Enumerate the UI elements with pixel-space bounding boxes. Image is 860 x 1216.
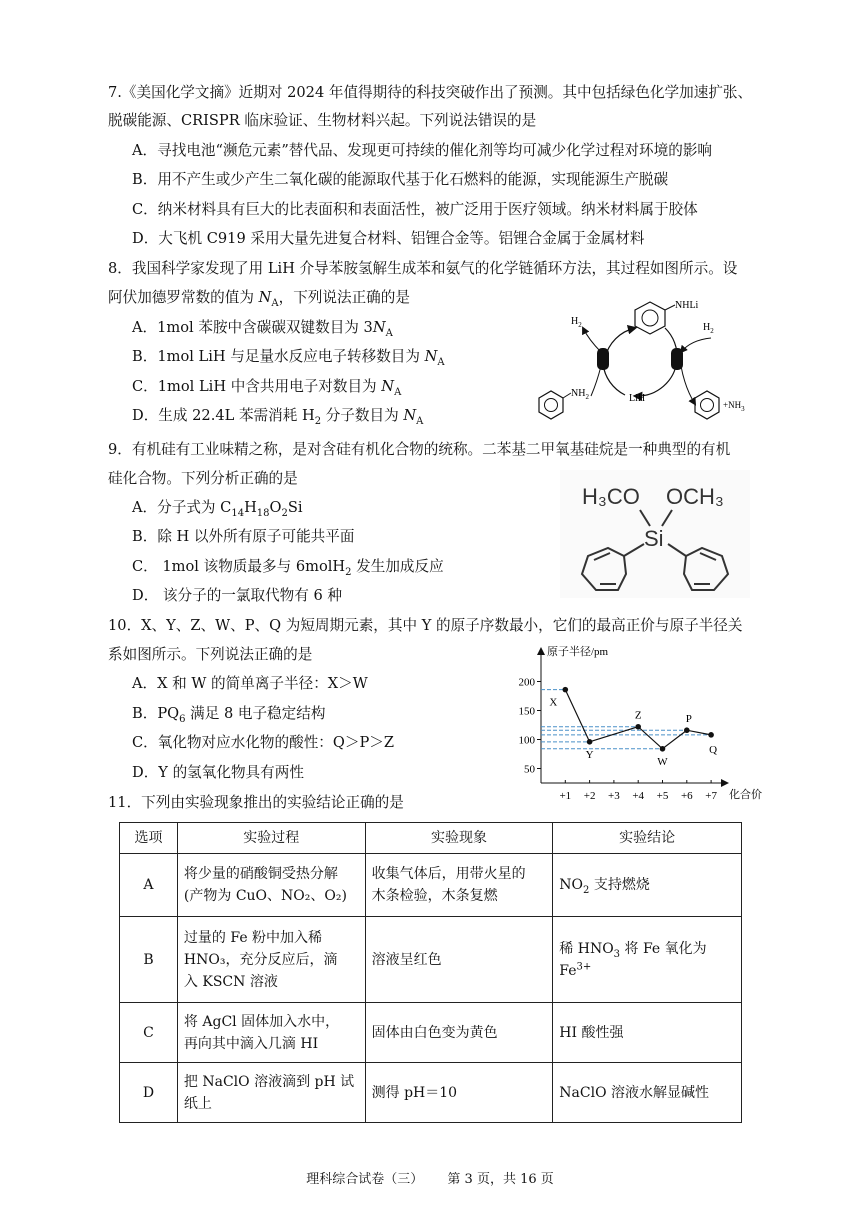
q7-stem-line2: 脱碳能源、CRISPR 临床验证、生物材料兴起。下列说法错误的是 (108, 112, 537, 129)
q9-option-b: B．除 H 以外所有原子可能共平面 (132, 528, 355, 545)
row-phenomenon: 溶液呈红色 (365, 917, 553, 1003)
point-label: Q (709, 743, 718, 756)
q11-stem: 11．下列由实验现象推出的实验结论正确的是 (108, 794, 404, 811)
q9-stem-line1: 9．有机硅有工业味精之称，是对含硅有机化合物的统称。二苯基二甲氧基硅烷是一种典型的有机 (108, 441, 731, 458)
data-point (660, 746, 666, 752)
x-axis-label: 化合价 (729, 789, 762, 801)
y-tick-label: 50 (524, 763, 535, 776)
data-point (563, 687, 569, 693)
svg-text:H2: $H_2$ (703, 322, 714, 335)
header-option: 选项 (120, 823, 178, 854)
svg-text:H2: $H_2$ (571, 316, 582, 329)
row-option: A (120, 854, 178, 917)
reactor-left-icon (597, 348, 609, 370)
x-tick-label: +4 (632, 790, 645, 802)
row-option: B (120, 917, 178, 1003)
header-phenomenon: 实验现象 (365, 823, 553, 854)
x-tick-label: +7 (705, 790, 717, 802)
q10-stem-line1: 10．X、Y、Z、W、P、Q 为短周期元素，其中 Y 的原子序数最小，它们的最高正价与原子半径关 (108, 617, 743, 634)
row-conclusion: $NO_2$ 支持燃烧 (553, 854, 742, 917)
och3-label: OCH₃ (666, 484, 724, 509)
q8-stem-line2: 阿伏加德罗常数的值为 $N_A$，下列说法正确的是 (108, 289, 410, 309)
q10-option-a: A．X 和 W 的简单离子半径：X＞W (132, 675, 368, 692)
q8-option-c: C．1mol LiH 中含共用电子对数目为 $N_A$ (132, 378, 402, 398)
data-point (708, 732, 714, 738)
page-footer (0, 1168, 860, 1187)
experiment-table (119, 822, 742, 1123)
q8-option-a: A．1mol 苯胺中含碳碳双键数目为 $3N_A$ (132, 319, 393, 339)
q7-option-b: B．用不产生或少产生二氧化碳的能源取代基于化石燃料的能源，实现能源生产脱碳 (132, 171, 669, 188)
h3co-label: H₃CO (582, 484, 640, 509)
nhli-benzene-icon (635, 302, 675, 334)
row-option: D (120, 1063, 178, 1123)
row-procedure: 将少量的硝酸铜受热分解 (产物为 CuO、NO₂、O₂) (177, 854, 365, 917)
q9-structure-diagram (560, 470, 750, 598)
data-point (684, 727, 690, 733)
table-row (120, 1003, 742, 1063)
h2-right-label: H (703, 322, 711, 333)
si-label: Si (644, 526, 664, 551)
point-label: Z (634, 709, 642, 722)
benzene-product-icon (695, 391, 719, 419)
point-label: P (685, 713, 692, 726)
header-conclusion: 实验结论 (553, 823, 742, 854)
point-label: W (657, 755, 668, 768)
q7-option-d: D．大飞机 C919 采用大量先进复合材料、铝锂合金等。铝锂合金属于金属材料 (132, 230, 645, 247)
row-procedure: 过量的 Fe 粉中加入稀 HNO₃，充分反应后，滴 入 KSCN 溶液 (177, 917, 365, 1003)
table-row (120, 1063, 742, 1123)
data-point (635, 724, 641, 730)
x-tick-label: +6 (680, 790, 693, 802)
svg-text:NH2: $NH_2$ (571, 388, 589, 401)
q10-stem-line2: 系如图所示。下列说法正确的是 (108, 646, 313, 663)
row-option: C (120, 1003, 178, 1063)
x-tick-label: +5 (656, 790, 669, 802)
reactor-right-icon (671, 348, 683, 370)
q9-option-c: C． 1mol 该物质最多与 6molH$_2$ 发生加成反应 (132, 558, 444, 578)
row-conclusion: HI 酸性强 (553, 1003, 742, 1063)
footer-title: 理科综合试卷（三） (306, 1172, 424, 1187)
aniline-benzene-icon (539, 391, 571, 419)
row-phenomenon: 收集气体后，用带火星的 木条检验，木条复燃 (365, 854, 553, 917)
q9-stem-line2: 硅化合物。下列分析正确的是 (108, 470, 298, 487)
q10-option-c: C．氧化物对应水化物的酸性：Q＞P＞Z (132, 734, 394, 751)
nhli-label: NHLi (675, 300, 699, 311)
h2-left-label: H (571, 316, 579, 327)
atomic-radius-chart (505, 645, 762, 805)
point-label: X (549, 696, 558, 709)
y-axis-label: 原子半径/pm (547, 646, 609, 658)
q8-option-d: D．生成 22.4L 苯需消耗 $H_2$ 分子数目为 $N_A$ (132, 407, 424, 427)
y-tick-label: 200 (518, 676, 535, 689)
lih-label: LiH (629, 393, 646, 404)
q10-option-d: D．Y 的氢氧化物具有两性 (132, 764, 304, 781)
q7-option-a: A．寻找电池“濒危元素”替代品、发现更可持续的催化剂等均可减少化学过程对环境的影响 (132, 142, 713, 159)
nh3-label: +NH (723, 400, 742, 410)
table-row (120, 917, 742, 1003)
row-phenomenon: 测得 pH＝10 (365, 1063, 553, 1123)
x-tick-label: +1 (559, 790, 572, 802)
q9-option-a: A．分子式为 $C_{14}H_{18}O_2Si$ (132, 499, 303, 519)
row-conclusion: NaClO 溶液水解显碱性 (553, 1063, 742, 1123)
data-point (587, 739, 593, 745)
table-header-row (120, 823, 742, 854)
x-tick-label: +2 (583, 790, 596, 802)
q8-stem-line1: 8．我国科学家发现了用 LiH 介导苯胺氢解生成苯和氨气的化学链循环方法，其过程如图所示。设 (108, 260, 738, 277)
footer-page-number: 第 3 页，共 16 页 (447, 1172, 554, 1187)
y-tick-label: 100 (518, 734, 535, 747)
svg-text:+NH3: $+NH_3$ (723, 400, 745, 413)
nh2-label: NH (571, 388, 586, 399)
header-procedure: 实验过程 (177, 823, 365, 854)
row-conclusion: 稀 $HNO_3$ 将 Fe 氧化为 $Fe^{3+}$ (553, 917, 742, 1003)
row-procedure: 把 NaClO 溶液滴到 pH 试 纸上 (177, 1063, 365, 1123)
row-procedure: 将 AgCl 固体加入水中， 再向其中滴入几滴 HI (177, 1003, 365, 1063)
q8-cycle-diagram (525, 300, 765, 430)
point-label: Y (585, 748, 594, 761)
table-row (120, 854, 742, 917)
q8-option-b: B．1mol LiH 与足量水反应电子转移数目为 $N_A$ (132, 348, 445, 368)
q7-stem-line1: 7.《美国化学文摘》近期对 2024 年值得期待的科技突破作出了预测。其中包括绿色化学加速扩张、 (108, 84, 753, 101)
q9-option-d: D． 该分子的一氯取代物有 6 种 (132, 587, 343, 604)
q10-option-b: B．$PQ_6$ 满足 8 电子稳定结构 (132, 705, 326, 725)
y-tick-label: 150 (518, 705, 535, 718)
q7-option-c: C．纳米材料具有巨大的比表面积和表面活性，被广泛用于医疗领域。纳米材料属于胶体 (132, 201, 698, 218)
row-phenomenon: 固体由白色变为黄色 (365, 1003, 553, 1063)
x-tick-label: +3 (608, 790, 620, 802)
